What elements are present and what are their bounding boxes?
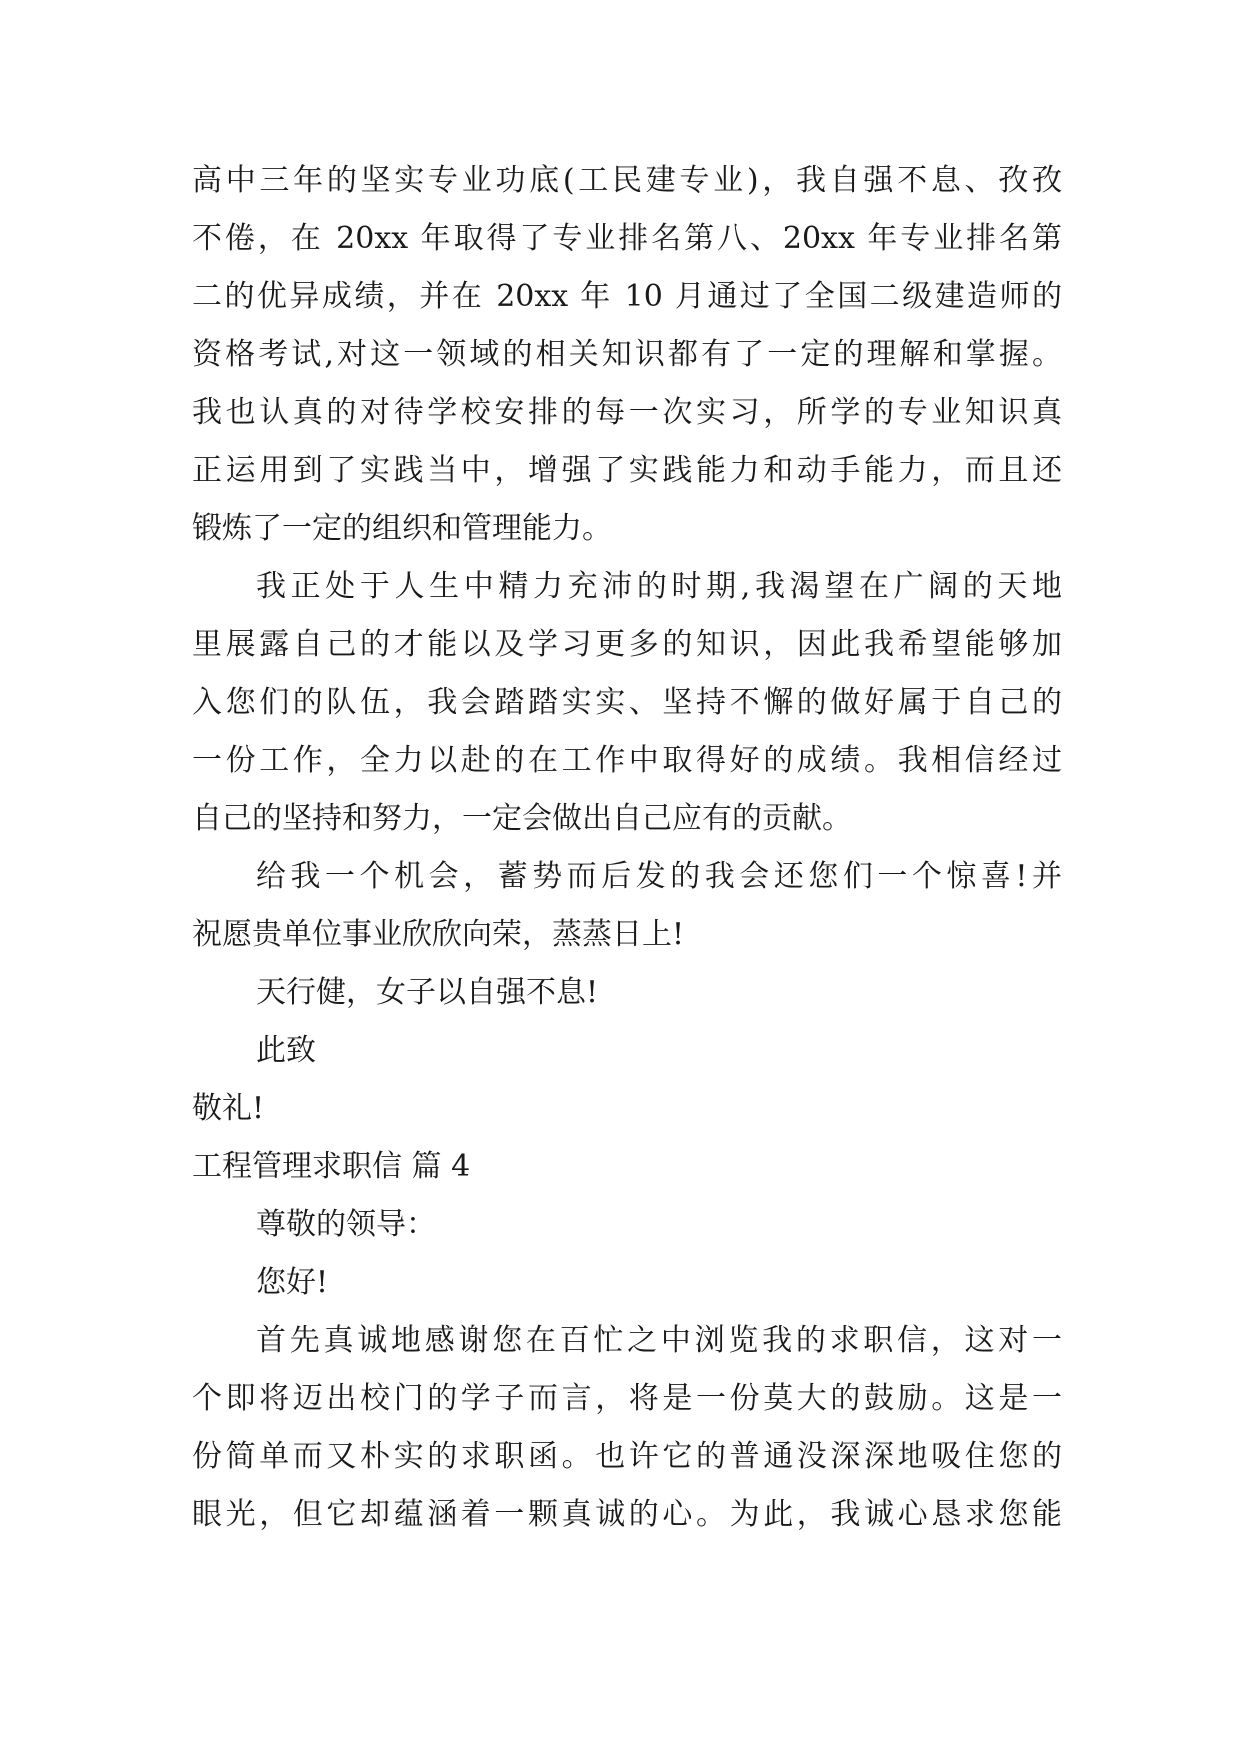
text-line: 资格考试,对这一领域的相关知识都有了一定的理解和掌握。	[192, 337, 1062, 372]
text-line: 我也认真的对待学校安排的每一次实习，所学的专业知识真	[192, 395, 1062, 430]
document-body	[192, 152, 1062, 1544]
text-line: 锻炼了一定的组织和管理能力。	[192, 511, 612, 546]
text-line: 我正处于人生中精力充沛的时期,我渴望在广阔的天地	[256, 569, 1062, 604]
text-line: 首先真诚地感谢您在百忙之中浏览我的求职信，这对一	[256, 1323, 1062, 1358]
text-line: 一份工作，全力以赴的在工作中取得好的成绩。我相信经过	[192, 743, 1062, 778]
text-line: 不倦，在 20xx 年取得了专业排名第八、20xx 年专业排名第	[192, 221, 1062, 256]
text-line: 里展露自己的才能以及学习更多的知识，因此我希望能够加	[192, 627, 1062, 662]
paragraph	[192, 964, 1062, 1022]
paragraph	[192, 1312, 1062, 1544]
paragraph	[192, 1254, 1062, 1312]
text-line: 敬礼!	[192, 1091, 265, 1126]
paragraph	[192, 1080, 1062, 1138]
text-line: 眼光，但它却蕴涵着一颗真诚的心。为此，我诚心恳求您能	[192, 1497, 1062, 1532]
paragraph	[192, 848, 1062, 964]
text-line: 高中三年的坚实专业功底(工民建专业)，我自强不息、孜孜	[192, 163, 1062, 198]
text-line: 尊敬的领导：	[256, 1207, 436, 1242]
paragraph	[192, 1022, 1062, 1080]
text-line: 二的优异成绩，并在 20xx 年 10 月通过了全国二级建造师的	[192, 279, 1062, 314]
text-line: 您好!	[256, 1265, 329, 1300]
text-line: 自己的坚持和努力，一定会做出自己应有的贡献。	[192, 801, 852, 836]
text-line: 祝愿贵单位事业欣欣向荣，蒸蒸日上!	[192, 917, 685, 952]
text-line: 入您们的队伍，我会踏踏实实、坚持不懈的做好属于自己的	[192, 685, 1062, 720]
paragraph	[192, 558, 1062, 848]
paragraph	[192, 1138, 1062, 1196]
text-line: 给我一个机会，蓄势而后发的我会还您们一个惊喜!并	[256, 859, 1062, 894]
text-line: 此致	[256, 1033, 316, 1068]
text-line: 天行健，女子以自强不息!	[256, 975, 599, 1010]
paragraph	[192, 1196, 1062, 1254]
text-line: 正运用到了实践当中，增强了实践能力和动手能力，而且还	[192, 453, 1062, 488]
text-line: 个即将迈出校门的学子而言，将是一份莫大的鼓励。这是一	[192, 1381, 1062, 1416]
text-line: 份简单而又朴实的求职函。也许它的普通没深深地吸住您的	[192, 1439, 1062, 1474]
text-line: 工程管理求职信 篇 4	[192, 1149, 471, 1184]
paragraph	[192, 152, 1062, 558]
